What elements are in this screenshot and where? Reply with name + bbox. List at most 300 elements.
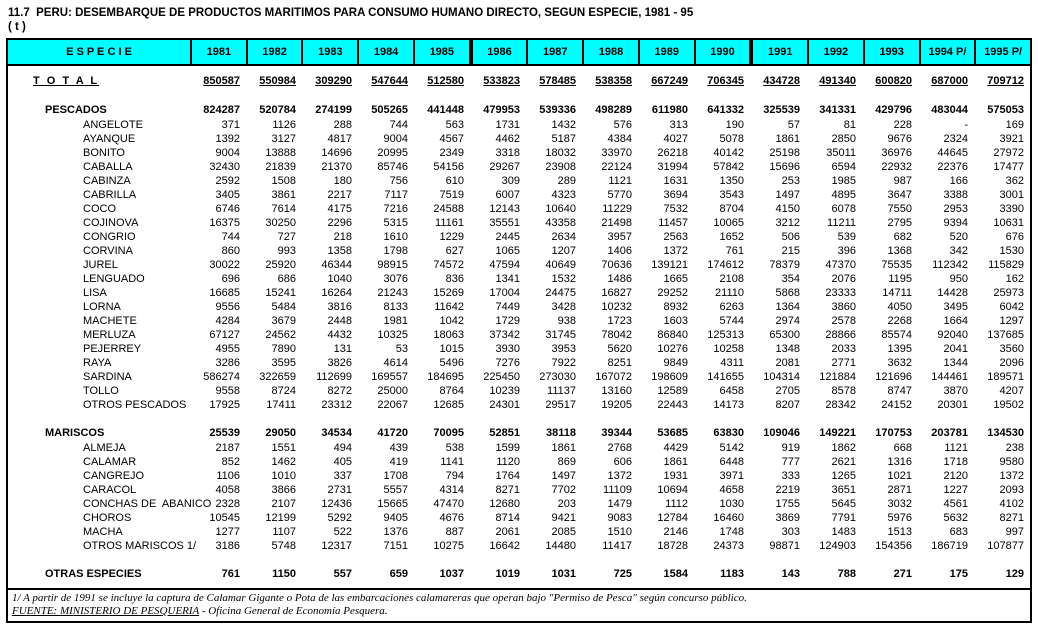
year-column-header: 1981 [190, 40, 246, 64]
value-cell: 11161 [435, 217, 464, 229]
value-cell: 1341 [495, 273, 520, 285]
value-cell: 505265 [371, 104, 408, 116]
species-label: LENGUADO [83, 273, 145, 285]
table-row [8, 230, 1030, 244]
species-label: CONCHAS DE ABANICO [83, 498, 212, 510]
value-cell: 8578 [831, 385, 856, 397]
value-cell: 2953 [943, 203, 968, 215]
value-cell: 788 [837, 568, 856, 580]
species-label: COCO [83, 203, 116, 215]
value-cell: 1861 [663, 456, 688, 468]
value-cell: 225450 [483, 371, 520, 383]
table-row [8, 146, 1030, 160]
value-cell: 9421 [551, 512, 576, 524]
value-cell: 8133 [383, 301, 408, 313]
value-cell: 3866 [271, 484, 296, 496]
value-cell: 5484 [271, 301, 296, 313]
value-cell: 3001 [999, 189, 1024, 201]
table-row [8, 132, 1030, 146]
value-cell: 39344 [601, 427, 632, 439]
value-cell: 1019 [495, 568, 520, 580]
value-cell: 5868 [775, 287, 800, 299]
value-cell: 3595 [271, 357, 296, 369]
value-cell: 5292 [327, 512, 352, 524]
value-cell: 3186 [215, 540, 240, 552]
value-cell: 627 [445, 245, 464, 257]
value-cell: 539336 [539, 104, 576, 116]
value-cell: 274199 [315, 104, 352, 116]
value-cell: 1406 [607, 245, 632, 257]
value-cell: 2061 [495, 526, 520, 538]
value-cell: 4567 [439, 133, 464, 145]
value-cell: 3860 [831, 301, 856, 313]
value-cell: 4207 [999, 385, 1024, 397]
value-cell: 1368 [887, 245, 912, 257]
value-cell: 198609 [651, 371, 688, 383]
value-cell: 15665 [377, 498, 408, 510]
value-cell: 756 [389, 175, 408, 187]
value-cell: 2850 [831, 133, 856, 145]
value-cell: 218 [333, 231, 352, 243]
species-label: RAYA [83, 357, 112, 369]
value-cell: 313 [669, 119, 688, 131]
value-cell: 1195 [888, 273, 912, 285]
value-cell: 1344 [943, 357, 968, 369]
value-cell: 16827 [601, 287, 632, 299]
value-cell: 5645 [831, 498, 856, 510]
value-cell: 4561 [943, 498, 968, 510]
value-cell: 12784 [657, 512, 688, 524]
value-cell: 1364 [775, 301, 800, 313]
value-cell: 1030 [719, 498, 744, 510]
value-cell: 131 [333, 343, 352, 355]
value-cell: 21110 [715, 287, 744, 299]
species-label: ALMEJA [83, 442, 126, 454]
source-line [12, 605, 1026, 618]
value-cell: 850587 [203, 75, 240, 87]
value-cell: 794 [445, 470, 464, 482]
table-row [8, 425, 1030, 441]
value-cell: 687000 [931, 75, 968, 87]
table-header [8, 40, 1030, 66]
value-cell: 14173 [713, 399, 744, 411]
species-label: MERLUZA [83, 329, 136, 341]
value-cell: 14711 [882, 287, 912, 299]
especie-column-header: E S P E C I E [66, 46, 132, 58]
page-title: 11.7 PERU: DESEMBARQUE DE PRODUCTOS MARITIMOS PARA CONSUMO HUMANO DIRECTO, SEGUN ESPECIE, 1981 - 95 [8, 7, 694, 19]
value-cell: 4462 [495, 133, 520, 145]
value-cell: 1265 [831, 470, 856, 482]
value-cell: 3076 [383, 273, 408, 285]
value-cell: 1731 [495, 119, 520, 131]
value-cell: 3647 [887, 189, 912, 201]
value-cell: 215 [781, 245, 800, 257]
table-row [8, 469, 1030, 483]
title-block [0, 0, 1038, 34]
species-label: LORNA [83, 301, 121, 313]
value-cell: 19502 [993, 399, 1024, 411]
species-label: T O T A L [33, 75, 100, 87]
table-row [8, 328, 1030, 342]
species-label: CARACOL [83, 484, 137, 496]
value-cell: 10640 [545, 203, 576, 215]
value-cell: 303 [781, 526, 800, 538]
value-cell: 1486 [607, 273, 632, 285]
value-cell: 10694 [657, 484, 688, 496]
value-cell: 1121 [944, 442, 968, 454]
value-cell: 40142 [713, 147, 744, 159]
value-cell: 2349 [439, 147, 464, 159]
value-cell: 8714 [495, 512, 520, 524]
value-cell: 1065 [495, 245, 520, 257]
value-cell: 5620 [607, 343, 632, 355]
value-cell: 16264 [321, 287, 352, 299]
value-cell: 1664 [943, 315, 968, 327]
value-cell: 396 [837, 245, 856, 257]
value-cell: 1599 [495, 442, 520, 454]
value-cell: 3930 [495, 343, 520, 355]
value-cell: 3286 [215, 357, 240, 369]
value-cell: 1584 [663, 568, 688, 580]
value-cell: 2795 [887, 217, 912, 229]
value-cell: 611980 [651, 104, 688, 116]
value-cell: 1350 [719, 175, 744, 187]
species-label: CABINZA [83, 175, 131, 187]
value-cell: 512580 [427, 75, 464, 87]
year-column-header: 1984 [357, 40, 413, 64]
value-cell: 1372 [607, 470, 632, 482]
value-cell: 1729 [495, 315, 520, 327]
value-cell: 1764 [495, 470, 520, 482]
value-cell: 26218 [657, 147, 688, 159]
value-cell: 70636 [601, 259, 632, 271]
value-cell: 170753 [875, 427, 912, 439]
value-cell: 9556 [215, 301, 240, 313]
value-cell: 23908 [545, 161, 576, 173]
value-cell: 494 [333, 442, 352, 454]
value-cell: 1610 [383, 231, 408, 243]
value-cell: 22376 [937, 161, 968, 173]
value-cell: 836 [445, 273, 464, 285]
value-cell: 10545 [209, 512, 240, 524]
value-cell: 203 [557, 498, 576, 510]
value-cell: 134530 [987, 427, 1024, 439]
value-cell: 6594 [831, 161, 856, 173]
value-cell: 1862 [831, 442, 856, 454]
species-label: OTROS MARISCOS 1/ [83, 540, 197, 552]
value-cell: 342 [949, 245, 968, 257]
value-cell: 15241 [265, 287, 296, 299]
value-cell: 11137 [547, 385, 576, 397]
value-cell: 57842 [713, 161, 744, 173]
year-column-header: 1987 [526, 40, 582, 64]
value-cell: 2621 [831, 456, 856, 468]
value-cell: 606 [613, 456, 632, 468]
value-cell: 600820 [875, 75, 912, 87]
value-cell: 40649 [545, 259, 576, 271]
value-cell: 190 [725, 119, 744, 131]
value-cell: 289 [557, 175, 576, 187]
footnotes [8, 588, 1030, 621]
value-cell: 4323 [551, 189, 576, 201]
value-cell: 2108 [719, 273, 744, 285]
species-label: TOLLO [83, 385, 119, 397]
value-cell: 1532 [551, 273, 576, 285]
value-cell: 1040 [327, 273, 352, 285]
value-cell: 371 [221, 119, 240, 131]
value-cell: 5632 [943, 512, 968, 524]
value-cell: 17411 [266, 399, 296, 411]
value-cell: 8724 [271, 385, 296, 397]
value-cell: 3651 [831, 484, 856, 496]
value-cell: 3388 [943, 189, 968, 201]
value-cell: 1031 [551, 568, 576, 580]
value-cell: 13888 [265, 147, 296, 159]
value-cell: 429796 [875, 104, 912, 116]
table-row [8, 160, 1030, 174]
value-cell: 12685 [433, 399, 464, 411]
value-cell: 4058 [215, 484, 240, 496]
value-cell: 57 [787, 119, 800, 131]
value-cell: 498289 [595, 104, 632, 116]
value-cell: 919 [781, 442, 800, 454]
value-cell: 14696 [321, 147, 352, 159]
value-cell: 3870 [943, 385, 968, 397]
value-cell: 520784 [259, 104, 296, 116]
value-cell: 7890 [271, 343, 296, 355]
value-cell: 2634 [551, 231, 576, 243]
value-cell: 5142 [719, 442, 744, 454]
value-cell: 16685 [209, 287, 240, 299]
value-cell: 2096 [999, 357, 1024, 369]
value-cell: 47470 [433, 498, 464, 510]
value-cell: 4955 [215, 343, 240, 355]
value-cell: 1708 [383, 470, 408, 482]
value-cell: 659 [389, 568, 408, 580]
table-row [8, 314, 1030, 328]
value-cell: 137685 [987, 329, 1024, 341]
value-cell: 13160 [601, 385, 632, 397]
value-cell: 1861 [551, 442, 576, 454]
value-cell: 12589 [657, 385, 688, 397]
value-cell: 2324 [943, 133, 968, 145]
value-cell: 1603 [663, 315, 688, 327]
value-cell: 4284 [215, 315, 240, 327]
value-cell: 852 [221, 456, 240, 468]
value-cell: 2076 [831, 273, 856, 285]
value-cell: 938 [557, 315, 576, 327]
value-cell: 8704 [719, 203, 744, 215]
value-cell: 2085 [551, 526, 576, 538]
table-row [8, 102, 1030, 118]
value-cell: 1015 [439, 343, 464, 355]
value-cell: 7151 [383, 540, 408, 552]
table-row [8, 384, 1030, 398]
value-cell: 533823 [483, 75, 520, 87]
value-cell: 3694 [663, 189, 688, 201]
value-cell: 869 [557, 456, 576, 468]
value-cell: 2592 [215, 175, 240, 187]
value-cell: 325539 [763, 104, 800, 116]
value-cell: 1277 [215, 526, 240, 538]
value-cell: 121884 [819, 371, 856, 383]
year-column-header: 1992 [807, 40, 863, 64]
value-cell: 4429 [663, 442, 688, 454]
value-cell: 1748 [719, 526, 744, 538]
value-cell: 1479 [607, 498, 632, 510]
value-cell: 1551 [271, 442, 296, 454]
value-cell: 1316 [887, 456, 912, 468]
value-cell: 1121 [608, 175, 632, 187]
value-cell: 11417 [602, 540, 632, 552]
value-cell: 7702 [551, 484, 576, 496]
value-cell: 4614 [383, 357, 408, 369]
value-cell: 6448 [719, 456, 744, 468]
species-label: CANGREJO [83, 470, 145, 482]
value-cell: 1631 [663, 175, 688, 187]
value-cell: 6746 [215, 203, 240, 215]
value-cell: 3816 [327, 301, 352, 313]
value-cell: 3032 [887, 498, 912, 510]
value-cell: 1229 [439, 231, 464, 243]
value-cell: 2296 [327, 217, 352, 229]
value-cell: 1207 [551, 245, 576, 257]
value-cell: 46344 [321, 259, 352, 271]
value-cell: 10325 [377, 329, 408, 341]
value-cell: 9083 [607, 512, 632, 524]
value-cell: 29252 [657, 287, 688, 299]
value-cell: 5976 [887, 512, 912, 524]
value-cell: 2563 [663, 231, 688, 243]
value-cell: - [964, 119, 968, 131]
value-cell: 85746 [377, 161, 408, 173]
value-cell: 35011 [826, 147, 856, 159]
value-cell: 10065 [713, 217, 744, 229]
value-cell: 21839 [265, 161, 296, 173]
value-cell: 25920 [265, 259, 296, 271]
value-cell: 288 [333, 119, 352, 131]
value-cell: 228 [893, 119, 912, 131]
value-cell: 203781 [931, 427, 968, 439]
value-cell: 1723 [607, 315, 632, 327]
value-cell: 144461 [931, 371, 968, 383]
table-row [8, 202, 1030, 216]
value-cell: 81 [843, 119, 856, 131]
table-row [8, 244, 1030, 258]
value-cell: 17925 [209, 399, 240, 411]
value-cell: 24373 [713, 540, 744, 552]
value-cell: 24301 [489, 399, 520, 411]
value-cell: 7614 [271, 203, 296, 215]
value-cell: 557 [333, 568, 352, 580]
value-cell: 1372 [999, 470, 1024, 482]
value-cell: 53685 [657, 427, 688, 439]
value-cell: 44645 [937, 147, 968, 159]
value-cell: 18728 [657, 540, 688, 552]
value-cell: 129 [1005, 568, 1024, 580]
value-cell: 9004 [215, 147, 240, 159]
value-cell: 1718 [943, 456, 968, 468]
value-cell: 8251 [607, 357, 632, 369]
year-column-header: 1985 [413, 40, 469, 64]
value-cell: 6263 [719, 301, 744, 313]
value-cell: 987 [893, 175, 912, 187]
value-cell: 491340 [819, 75, 856, 87]
value-cell: 522 [333, 526, 352, 538]
value-cell: 4027 [663, 133, 688, 145]
value-cell: 439 [389, 442, 408, 454]
table-row [8, 342, 1030, 356]
value-cell: 2768 [607, 442, 632, 454]
value-cell: 43358 [545, 217, 576, 229]
value-cell: 1798 [383, 245, 408, 257]
spacer-row [8, 89, 1030, 102]
value-cell: 25539 [209, 427, 240, 439]
year-column-header: 1982 [246, 40, 302, 64]
value-cell: 1358 [327, 245, 352, 257]
value-cell: 997 [1005, 526, 1024, 538]
units-label: ( t ) [8, 21, 26, 33]
value-cell: 5496 [439, 357, 464, 369]
value-cell: 75535 [881, 259, 912, 271]
value-cell: 2448 [327, 315, 352, 327]
value-cell: 154356 [875, 540, 912, 552]
value-cell: 538358 [595, 75, 632, 87]
value-cell: 112699 [316, 371, 352, 383]
value-cell: 22067 [377, 399, 408, 411]
value-cell: 2120 [943, 470, 968, 482]
value-cell: 24562 [265, 329, 296, 341]
value-cell: 309 [501, 175, 520, 187]
value-cell: 98871 [769, 540, 800, 552]
year-column-header: 1991 [749, 40, 807, 64]
value-cell: 419 [389, 456, 408, 468]
value-cell: 11457 [658, 217, 688, 229]
value-cell: 52851 [489, 427, 520, 439]
value-cell: 12436 [321, 498, 352, 510]
value-cell: 1183 [720, 568, 744, 580]
value-cell: 3921 [999, 133, 1024, 145]
value-cell: 538 [445, 442, 464, 454]
value-cell: 5557 [383, 484, 408, 496]
value-cell: 2871 [887, 484, 912, 496]
value-cell: 10631 [993, 217, 1024, 229]
value-cell: 9405 [383, 512, 408, 524]
value-cell: 2731 [327, 484, 352, 496]
value-cell: 29267 [489, 161, 520, 173]
year-column-header: 1993 [863, 40, 919, 64]
value-cell: 5744 [719, 315, 744, 327]
spacer-row [8, 553, 1030, 566]
table-body [8, 66, 1030, 588]
value-cell: 29050 [265, 427, 296, 439]
value-cell: 74572 [433, 259, 464, 271]
value-cell: 109046 [763, 427, 800, 439]
value-cell: 143 [781, 568, 800, 580]
value-cell: 16375 [209, 217, 240, 229]
value-cell: 1150 [272, 568, 296, 580]
value-cell: 15269 [433, 287, 464, 299]
value-cell: 1107 [272, 526, 296, 538]
value-cell: 434728 [763, 75, 800, 87]
value-cell: 5770 [607, 189, 632, 201]
table-row [8, 370, 1030, 384]
value-cell: 539 [837, 231, 856, 243]
value-cell: 3428 [551, 301, 576, 313]
value-cell: 86840 [657, 329, 688, 341]
value-cell: 441448 [427, 104, 464, 116]
value-cell: 706345 [707, 75, 744, 87]
